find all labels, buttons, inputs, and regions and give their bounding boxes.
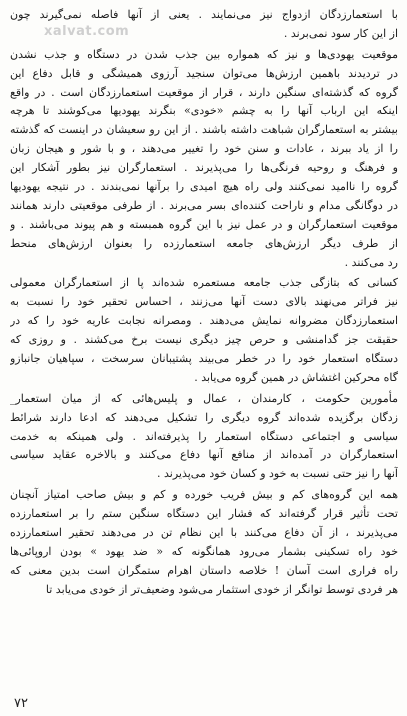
text-line: اینکه این ارباب آنها را به چشم «خودی» بنگرند یهودیها می‌کوشند تا هرچه [10,104,398,118]
text-line: موقعیت یهودی‌ها و نیز که همواره بین جذب شدن در دستگاه و جذب نشدن [10,47,398,61]
text-line: سیاسی و اجتماعی دستگاه استعمار را پذیرفته‌اند . ولی همینکه به خدمت [10,429,398,443]
text-line: در تردیدند باهمین ارزش‌ها می‌توان سنجید آرزوی همیشگی و قابل دفاع این [10,66,398,80]
text-line: از این کار سود نمی‌برند . [283,26,398,40]
paragraph [10,486,398,599]
text-line: گروه را ناامید نمی‌کنند ولی راه هیچ امیدی را برآنها نمی‌بندند . در نتیجه یهودیها [10,180,398,194]
text-line: گروه که گذشته‌ای سنگین دارند ، قرار از موقعیت استعمارزدگان است . در واقع [10,85,398,99]
text-line: آنها را نیز حتی نسبت به خود و کسان خود می‌پذیرند . [157,467,398,481]
text-line: استعمارزدگان مضروانه نمایش می‌دهند . ومصرانه نجابت عاریه خود را که در [10,314,398,328]
page-number: ۷۲ [14,696,28,711]
text-line: رد می‌کنند . [344,255,398,269]
watermark: xalvat.com [44,24,130,39]
text-line: بیشتر به استعمارگران شباهت داشته باشند . از این رو سعیشان در اینست که گذشته [10,123,398,137]
text-line: کسانی که بتازگی جذب جامعه مستعمره شده‌اند پا از استعمارگران معمولی [10,276,398,290]
text-line: تحت تأثیر قرار گرفته‌اند که فشار این دستگاه سنگین ستم را بر استعمارزده [10,507,398,521]
text-line: همه این گروه‌های کم و بیش فریب خورده و کم و بیش صاحب امتیاز آنچنان [10,488,398,502]
paragraph [10,46,398,273]
text-line: استعمارگران در آمده‌اند از منافع آنها دفاع می‌کنند و بالاخره عقاید سیاسی [10,448,398,462]
text-line: حقیقت جز گدامنشی و حرص چیز دیگری نیست برخ می‌کشند . و روزی که [10,333,398,347]
text-line: هر فردی توسط توانگر از خودی استثمار می‌شود وضعیف‌تر از خودی می‌یابد تا [45,582,398,596]
document-page [10,6,398,696]
text-line: در دوگانگی مدام و ناراحت کننده‌ای بسر می‌برند . از طرفی موقعیتی دارند همانند [10,198,398,212]
text-line: با استعمارزدگان ازدواج نیز می‌نمایند . یعنی از آنها فاصله نمی‌گیرند چون [10,8,398,21]
text-line: موقعیت استعمارگران و در عمل نیز با این گروه همبسته و هم پیوند می‌باشند . و [10,217,398,231]
text-line: و فرهنگ و روحیه فرنگی‌ها را می‌پذیرند . استعمارگران نیز بطور آشکار این [10,161,398,175]
text-line: نیز فراتر می‌نهند بالای دست آنها می‌زنند ، احساس تحقیر خود را نسبت به [10,295,398,309]
text-line: مأمورین حکومت ، کارمندان ، عمال و پلیس‌هائی که از میان استعمار_ [10,391,398,405]
text-line: خود راه تسکینی بشمار می‌رود همانگونه که « ضد یهود » بودن اروپائی‌ها [10,544,398,558]
text-line: را از یاد ببرند ، عادات و سنن خود را تغییر می‌دهند ، و با شور و هیجان زبان [10,142,398,156]
body-text [10,6,398,600]
text-line: می‌پذیرند ، از آن دفاع می‌کنند با این نظام تن در می‌دهند تحقیر استعمارزده [10,526,398,540]
text-line: راه فراری است آسان ! خلاصه داستان اهرام ستمگران است بدین معنی که [10,563,398,577]
text-line: زدگان برگزیده شده‌اند گروه دیگری را تشکیل می‌دهند که ادعا دارند شرائط [10,410,398,424]
paragraph [10,390,398,484]
text-line: از طرف دیگر ارزش‌های جامعه استعمارزده را بعنوان ارزش‌های منحط [10,236,398,250]
text-line: دستگاه استعمار خود را در خطر می‌بیند پشتیبانان سرسخت ، سپاهیان جانبازو [10,352,398,366]
text-line: گاه محرکین اغتشاش در همین گروه می‌یابد . [194,370,398,384]
paragraph [10,274,398,387]
